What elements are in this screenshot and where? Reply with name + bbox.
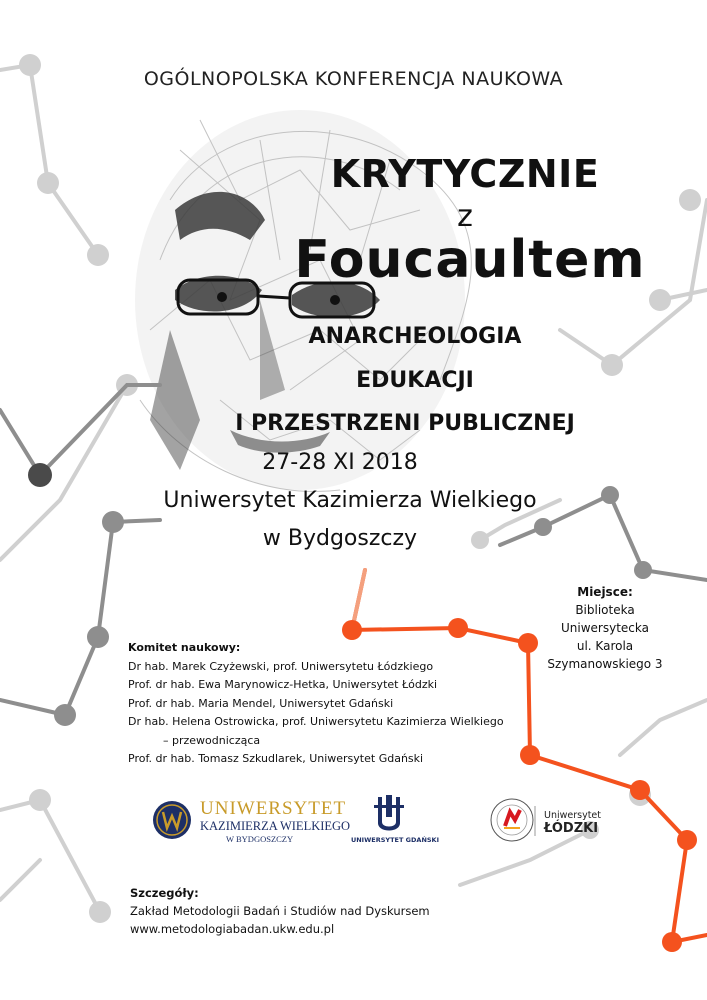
- committee-member: Prof. dr hab. Maria Mendel, Uniwersytet Gdański: [128, 696, 394, 710]
- place-heading: Miejsce:: [577, 585, 633, 599]
- ukw-emblem-icon: [153, 801, 191, 839]
- place-line: Biblioteka: [575, 603, 635, 617]
- ul-seal-icon: [491, 799, 533, 841]
- place-line: ul. Karola: [576, 639, 634, 653]
- committee-member: Prof. dr hab. Ewa Marynowicz-Hetka, Uniwersytet Łódzki: [128, 678, 438, 691]
- subtitle-line-3: I PRZESTRZENI PUBLICZNEJ: [235, 411, 575, 436]
- committee-block: [128, 639, 504, 769]
- logo-ukw-line-2: KAZIMIERZA WIELKIEGO: [200, 819, 351, 833]
- details-url[interactable]: www.metodologiabadan.ukw.edu.pl: [130, 922, 335, 936]
- title-line-3: Foucaultem: [294, 230, 646, 290]
- logo-ukw: [200, 798, 350, 844]
- venue-line-2: w Bydgoszczy: [262, 526, 418, 551]
- place-line: Szymanowskiego 3: [547, 657, 663, 671]
- ug-emblem-icon: [374, 795, 404, 831]
- committee-heading: Komitet naukowy:: [128, 641, 241, 654]
- venue-line-1: Uniwersytet Kazimierza Wielkiego: [163, 488, 537, 513]
- subtitle-line-2: EDUKACJI: [356, 368, 474, 393]
- subtitle-line-1: ANARCHEOLOGIA: [308, 324, 522, 349]
- pre-title: OGÓLNOPOLSKA KONFERENCJA NAUKOWA: [143, 68, 564, 90]
- logo-ug-label: UNIWERSYTET GDAŃSKI: [350, 836, 440, 844]
- event-date: 27-28 XI 2018: [262, 450, 418, 475]
- title-line-1: KRYTYCZNIE: [330, 152, 600, 196]
- place-line: Uniwersytecka: [561, 621, 649, 635]
- committee-member-role: – przewodnicząca: [163, 733, 261, 747]
- logo-ukw-line-3: W BYDGOSZCZY: [226, 834, 294, 844]
- committee-member: Dr hab. Marek Czyżewski, prof. Uniwersytetu Łódzkiego: [128, 659, 434, 673]
- details-heading: Szczegóły:: [130, 886, 199, 900]
- place-block: [540, 583, 670, 673]
- logo-ul-line-1: Uniwersytet: [544, 810, 601, 821]
- details-line-1: Zakład Metodologii Badań i Studiów nad Dyskursem: [130, 904, 430, 918]
- details-block: [130, 884, 430, 938]
- title-line-2: z: [457, 199, 473, 234]
- logo-ul-line-2: ŁÓDZKI: [544, 821, 599, 836]
- logo-ukw-line-1: UNIWERSYTET: [200, 798, 347, 819]
- committee-member: Prof. dr hab. Tomasz Szkudlarek, Uniwersytet Gdański: [128, 752, 424, 765]
- logo-ul: [544, 810, 601, 836]
- committee-member: Dr hab. Helena Ostrowicka, prof. Uniwersytetu Kazimierza Wielkiego: [128, 715, 504, 728]
